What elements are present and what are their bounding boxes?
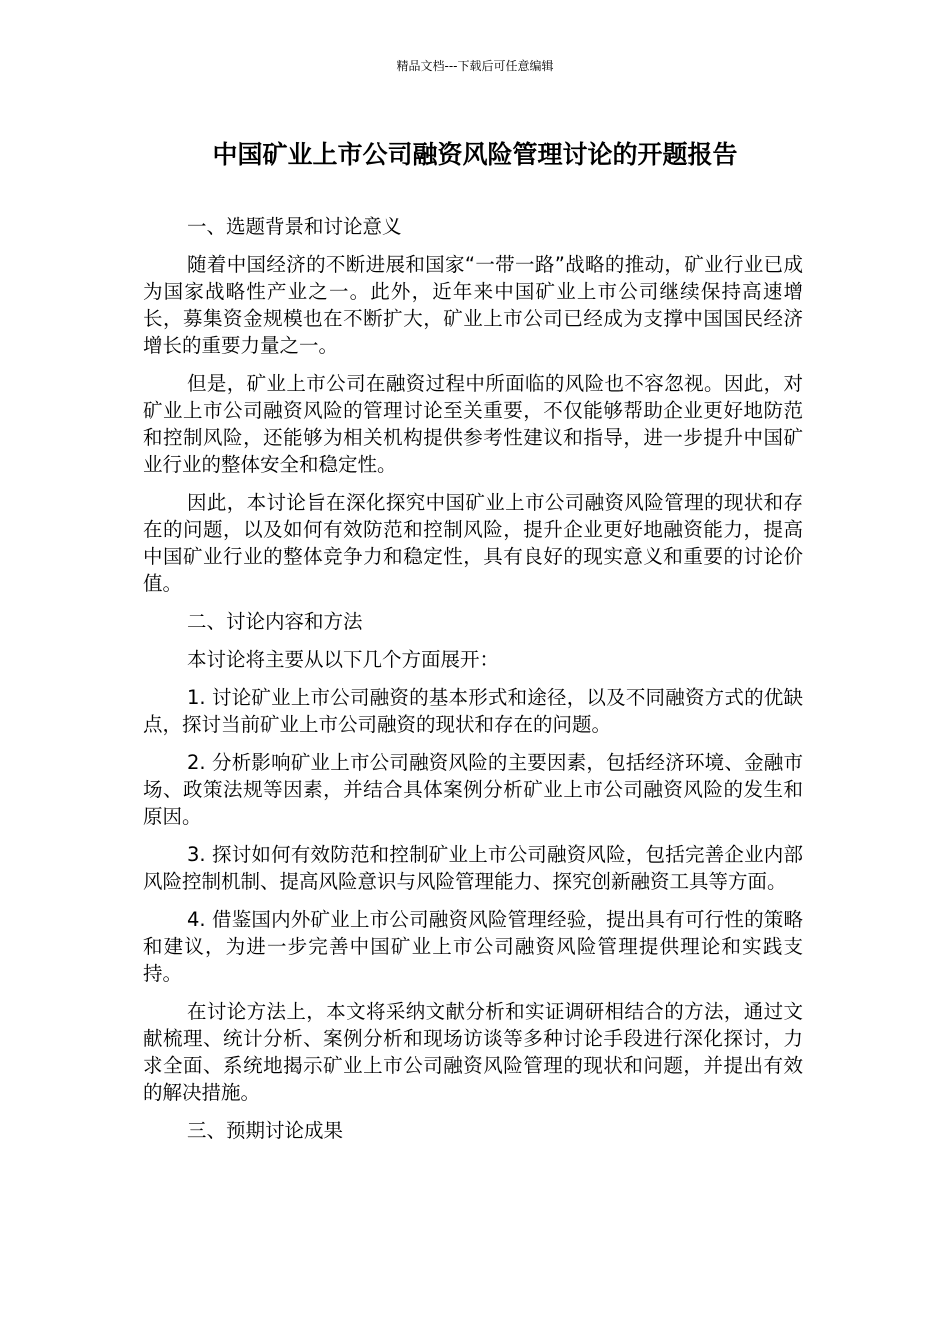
header-note: 精品文档---下载后可任意编辑	[396, 59, 554, 73]
list-item-1: 1. 讨论矿业上市公司融资的基本形式和途径，以及不同融资方式的优缺点，探讨当前矿业上市公司融资的现状和存在的问题。	[143, 686, 803, 736]
section-heading-3: 三、预期讨论成果	[187, 1119, 344, 1142]
section-heading-2: 二、讨论内容和方法	[187, 610, 363, 633]
paragraph-method: 在讨论方法上，本文将采纳文献分析和实证调研相结合的方法，通过文献梳理、统计分析、案例分析和现场访谈等多种讨论手段进行深化探讨，力求全面、系统地揭示矿业上市公司融资风险管理的现状和问题，并提出有效的解决措施。	[143, 1000, 803, 1104]
list-item-4: 4. 借鉴国内外矿业上市公司融资风险管理经验，提出具有可行性的策略和建议，为进一步完善中国矿业上市公司融资风险管理提供理论和实践支持。	[143, 908, 803, 985]
list-item-2: 2. 分析影响矿业上市公司融资风险的主要因素，包括经济环境、金融市场、政策法规等因素，并结合具体案例分析矿业上市公司融资风险的发生和原因。	[143, 751, 803, 828]
document-title: 中国矿业上市公司融资风险管理讨论的开题报告	[212, 140, 738, 169]
paragraph-risk: 但是，矿业上市公司在融资过程中所面临的风险也不容忽视。因此，对矿业上市公司融资风险的管理讨论至关重要，不仅能够帮助企业更好地防范和控制风险，还能够为相关机构提供参考性建议和指导，进一步提升中国矿业行业的整体安全和稳定性。	[143, 372, 803, 476]
paragraph-intro: 本讨论将主要从以下几个方面展开：	[187, 648, 500, 671]
paragraph-purpose: 因此，本讨论旨在深化探究中国矿业上市公司融资风险管理的现状和存在的问题，以及如何有效防范和控制风险，提升企业更好地融资能力，提高中国矿业行业的整体竞争力和稳定性，具有良好的现实意义和重要的讨论价值。	[143, 491, 803, 595]
document-body	[143, 213, 803, 1155]
paragraph-background: 随着中国经济的不断进展和国家“一带一路”战略的推动，矿业行业已成为国家战略性产业之一。此外，近年来中国矿业上市公司继续保持高速增长，募集资金规模也在不断扩大，矿业上市公司已经成为支撑中国国民经济增长的重要力量之一。	[143, 253, 803, 357]
list-item-3: 3. 探讨如何有效防范和控制矿业上市公司融资风险，包括完善企业内部风险控制机制、提高风险意识与风险管理能力、探究创新融资工具等方面。	[143, 843, 803, 893]
section-heading-1: 一、选题背景和讨论意义	[187, 215, 402, 238]
